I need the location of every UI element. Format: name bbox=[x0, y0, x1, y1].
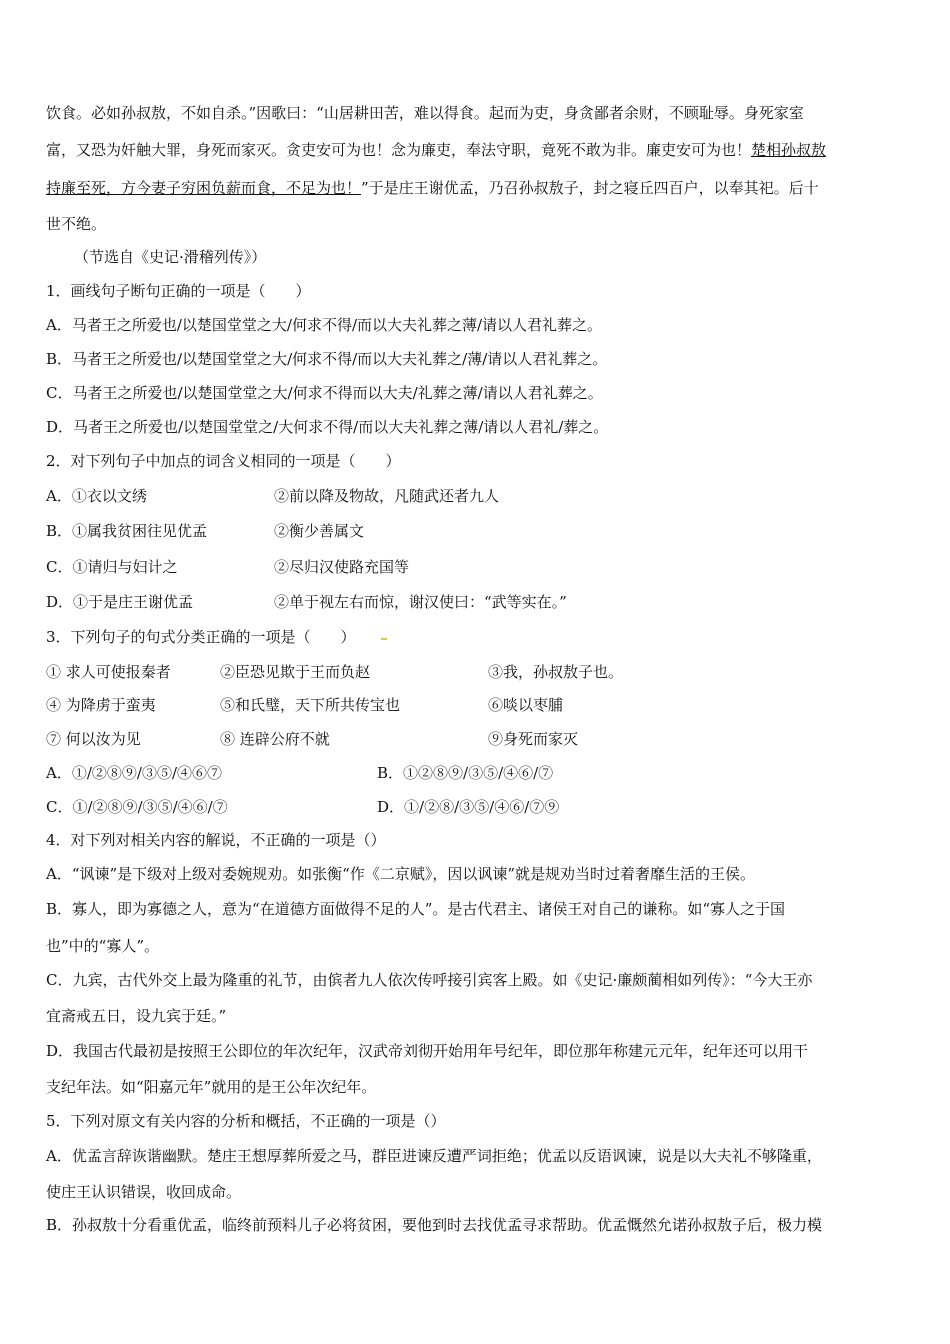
question-3-item-5: ⑤和氏璧，天下所共传宝也 bbox=[220, 696, 401, 714]
annotation-mark bbox=[381, 638, 387, 640]
question-3-item-4: ④ 为降虏于蛮夷 bbox=[46, 696, 156, 714]
passage-line-3 bbox=[46, 178, 908, 198]
question-1-option-a: A．马者王之所爱也/以楚国堂堂之大/何求不得/而以大夫礼葬之薄/请以人君礼葬之。 bbox=[46, 316, 603, 334]
question-4-option-d-line-1: D．我国古代最初是按照王公即位的年次纪年，汉武帝刘彻开始用年号纪年，即位那年称建元元年，纪年还可以用干 bbox=[46, 1042, 809, 1060]
question-3-option-c: C．①/②⑧⑨/③⑤/④⑥/⑦ bbox=[46, 798, 228, 816]
question-1-option-d: D．马者王之所爱也/以楚国堂堂之/大何求不得/而以大夫礼葬之薄/请以人君礼/葬之。 bbox=[46, 418, 609, 436]
question-1-stem: 1．画线句子断句正确的一项是（ ） bbox=[46, 282, 311, 300]
question-1-option-c: C．马者王之所爱也/以楚国堂堂之大/何求不得而以大夫/礼葬之薄/请以人君礼葬之。 bbox=[46, 384, 603, 402]
question-3-item-7: ⑦ 何以汝为见 bbox=[46, 730, 141, 748]
passage-line-3-text: ”于是庄王谢优孟，乃召孙叔敖子，封之寝丘四百户，以奉其祀。后十 bbox=[361, 179, 819, 197]
question-4-option-a: A．“讽谏”是下级对上级对委婉规劝。如张衡“作《二京赋》，因以讽谏”就是规劝当时过着奢靡生活的王侯。 bbox=[46, 865, 756, 883]
question-2-option-b-2: ②衡少善属文 bbox=[274, 522, 365, 540]
question-5-option-a-line-1: A．优孟言辞诙谐幽默。楚庄王想厚葬所爱之马，群臣进谏反遭严词拒绝；优孟以反语讽谏，说是以大夫礼不够隆重， bbox=[46, 1147, 822, 1165]
question-3-item-1: ① 求人可使报秦者 bbox=[46, 663, 171, 681]
question-2-option-a-2: ②前以降及物故，凡随武还者九人 bbox=[274, 487, 500, 505]
question-2-option-c-1: C．①请归与妇计之 bbox=[46, 558, 178, 576]
question-4-option-c-line-2: 宜斋戒五日，设九宾于廷。” bbox=[46, 1007, 227, 1025]
question-4-stem: 4．对下列对相关内容的解说，不正确的一项是（） bbox=[46, 831, 386, 849]
question-3-item-6: ⑥啖以枣脯 bbox=[488, 696, 564, 714]
question-3-stem: 3．下列句子的句式分类正确的一项是（ ） bbox=[46, 628, 356, 646]
question-4-option-d-line-2: 支纪年法。如“阳嘉元年”就用的是王公年次纪年。 bbox=[46, 1078, 377, 1096]
question-3-item-2: ②臣恐见欺于王而负赵 bbox=[220, 663, 371, 681]
question-2-option-a-1: A．①衣以文绣 bbox=[46, 487, 147, 505]
question-5-option-a-line-2: 使庄王认识错误，收回成命。 bbox=[46, 1183, 242, 1201]
question-4-option-b-line-1: B．寡人，即为寡德之人，意为“在道德方面做得不足的人”。是古代君主、诸侯王对自己的谦称。如“寡人之于国 bbox=[46, 900, 786, 918]
question-5-option-b-line-1: B．孙叔敖十分看重优孟，临终前预料儿子必将贫困，要他到时去找优孟寻求帮助。优孟慨然允诺孙叔敖子后，极力模 bbox=[46, 1216, 823, 1234]
passage-line-2 bbox=[46, 140, 908, 160]
question-2-stem: 2．对下列句子中加点的词含义相同的一项是（ ） bbox=[46, 452, 401, 470]
question-3-item-9: ⑨身死而家灭 bbox=[488, 730, 579, 748]
passage-underlined-sentence-start: 楚相孙叔敖 bbox=[751, 141, 827, 159]
question-1-option-b: B．马者王之所爱也/以楚国堂堂之大/何求不得/而以大夫礼葬之/薄/请以人君礼葬之。 bbox=[46, 350, 608, 368]
question-3-item-8: ⑧ 连辟公府不就 bbox=[220, 730, 330, 748]
question-4-option-b-line-2: 也”中的“寡人”。 bbox=[46, 937, 160, 955]
question-4-option-c-line-1: C．九宾，古代外交上最为隆重的礼节，由傧者九人依次传呼接引宾客上殿。如《史记·廉颇蔺相如列传》：“今大王亦 bbox=[46, 971, 813, 989]
passage-underlined-sentence-end: 持廉至死，方今妻子穷困负薪而食，不足为也！ bbox=[46, 179, 362, 197]
question-3-option-b: B．①②⑧⑨/③⑤/④⑥/⑦ bbox=[377, 764, 554, 782]
question-3-option-a: A．①/②⑧⑨/③⑤/④⑥⑦ bbox=[46, 764, 222, 782]
question-2-option-b-1: B．①属我贫困往见优孟 bbox=[46, 522, 208, 540]
question-3-option-d: D．①/②⑧/③⑤/④⑥/⑦⑨ bbox=[377, 798, 560, 816]
question-2-option-c-2: ②尽归汉使路充国等 bbox=[274, 558, 410, 576]
passage-line-4: 世不绝。 bbox=[46, 215, 107, 233]
passage-line-2-text: 富，又恐为奸触大罪，身死而家灭。贪吏安可为也！念为廉吏，奉法守职，竟死不敢为非。廉吏安可为也！ bbox=[46, 141, 752, 159]
question-5-stem: 5．下列对原文有关内容的分析和概括，不正确的一项是（） bbox=[46, 1112, 446, 1130]
question-2-option-d-1: D．①于是庄王谢优孟 bbox=[46, 593, 194, 611]
question-2-option-d-2: ②单于视左右而惊，谢汉使曰：“武等实在。” bbox=[274, 593, 567, 611]
passage-line-1: 饮食。必如孙叔敖，不如自杀。”因歌曰：“山居耕田苦，难以得食。起而为吏，身贪鄙者余财，不顾耻辱。身死家室 bbox=[46, 104, 804, 122]
passage-source: （节选自《史记·滑稽列传》） bbox=[74, 248, 267, 266]
question-3-item-3: ③我，孙叔敖子也。 bbox=[488, 663, 624, 681]
